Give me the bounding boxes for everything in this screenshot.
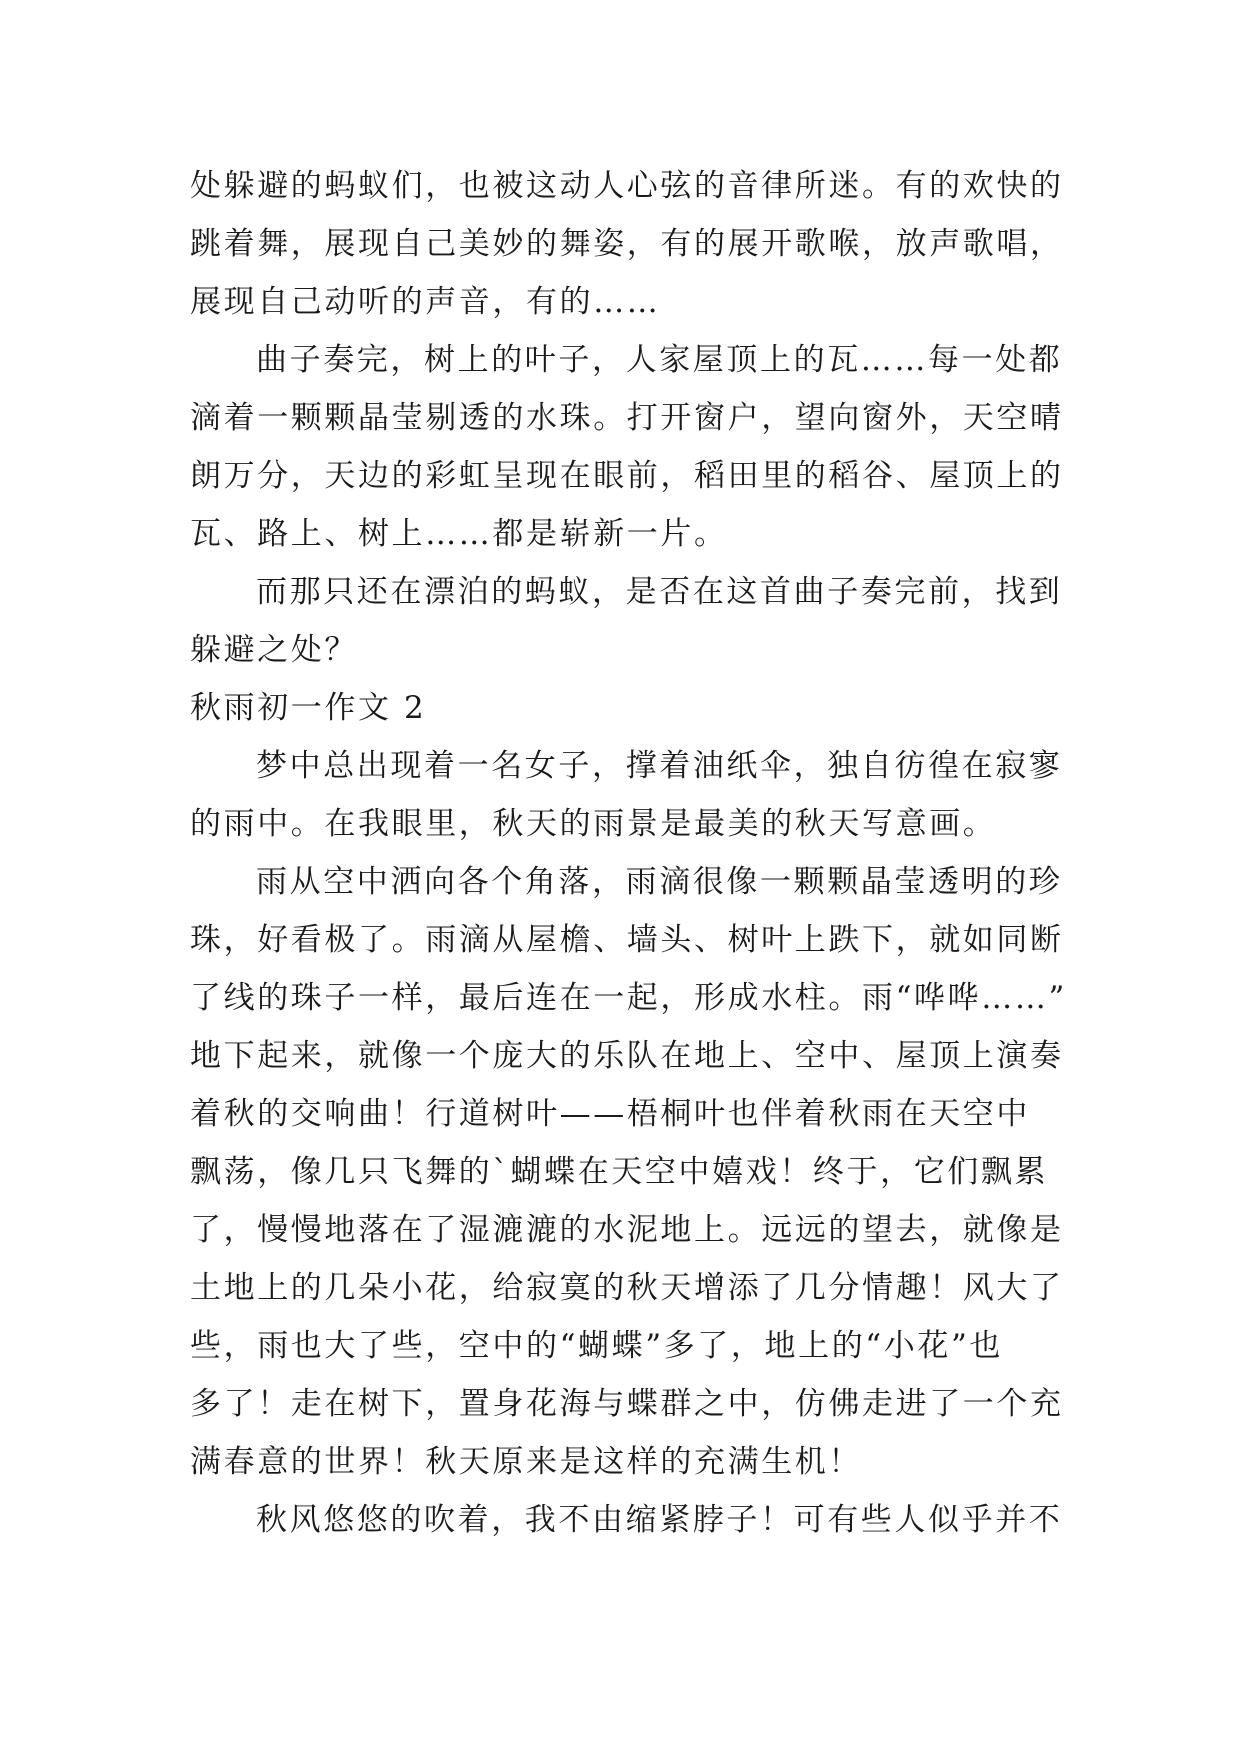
text-line: 了线的珠子一样，最后连在一起，形成水柱。雨“哗哗……” bbox=[190, 980, 1067, 1016]
paragraph-first-line: 而那只还在漂泊的蚂蚁，是否在这首曲子奏完前，找到 bbox=[256, 574, 1063, 610]
text-line: 跳着舞，展现自己美妙的舞姿，有的展开歌喉，放声歌唱， bbox=[190, 226, 1064, 262]
text-line: 处躲避的蚂蚁们，也被这动人心弦的音律所迷。有的欢快的 bbox=[190, 168, 1064, 204]
text-line: 些，雨也大了些，空中的“蝴蝶”多了，地上的“小花”也 bbox=[190, 1328, 1003, 1364]
text-line: 地下起来，就像一个庞大的乐队在地上、空中、屋顶上演奏 bbox=[190, 1038, 1064, 1074]
text-line: 了，慢慢地落在了湿漉漉的水泥地上。远远的望去，就像是 bbox=[190, 1212, 1064, 1248]
text-line: 滴着一颗颗晶莹剔透的水珠。打开窗户，望向窗外，天空晴 bbox=[190, 400, 1064, 436]
text-line: 的雨中。在我眼里，秋天的雨景是最美的秋天写意画。 bbox=[190, 806, 997, 842]
text-line: 着秋的交响曲！行道树叶——梧桐叶也伴着秋雨在天空中 bbox=[190, 1096, 1030, 1132]
text-line: 朗万分，天边的彩虹呈现在眼前，稻田里的稻谷、屋顶上的 bbox=[190, 458, 1064, 494]
text-line: 满春意的世界！秋天原来是这样的充满生机！ bbox=[190, 1444, 862, 1480]
paragraph-first-line: 雨从空中洒向各个角落，雨滴很像一颗颗晶莹透明的珍 bbox=[256, 864, 1063, 900]
text-line: 珠，好看极了。雨滴从屋檐、墙头、树叶上跌下，就如同断 bbox=[190, 922, 1064, 958]
text-line: 展现自己动听的声音，有的…… bbox=[190, 284, 661, 320]
paragraph-first-line: 曲子奏完，树上的叶子，人家屋顶上的瓦……每一处都 bbox=[256, 342, 1063, 378]
paragraph-first-line: 梦中总出现着一名女子，撑着油纸伞，独自彷徨在寂寥 bbox=[256, 748, 1063, 784]
text-line: 多了！走在树下，置身花海与蝶群之中，仿佛走进了一个充 bbox=[190, 1386, 1064, 1422]
text-line: 瓦、路上、树上……都是崭新一片。 bbox=[190, 516, 728, 552]
paragraph-first-line: 秋风悠悠的吹着，我不由缩紧脖子！可有些人似乎并不 bbox=[256, 1502, 1063, 1538]
section-heading: 秋雨初一作文 2 bbox=[190, 690, 427, 726]
text-line: 躲避之处？ bbox=[190, 632, 358, 668]
text-line: 土地上的几朵小花，给寂寞的秋天增添了几分情趣！风大了 bbox=[190, 1270, 1064, 1306]
text-line: 飘荡，像几只飞舞的`蝴蝶在天空中嬉戏！终于，它们飘累 bbox=[190, 1154, 1049, 1190]
